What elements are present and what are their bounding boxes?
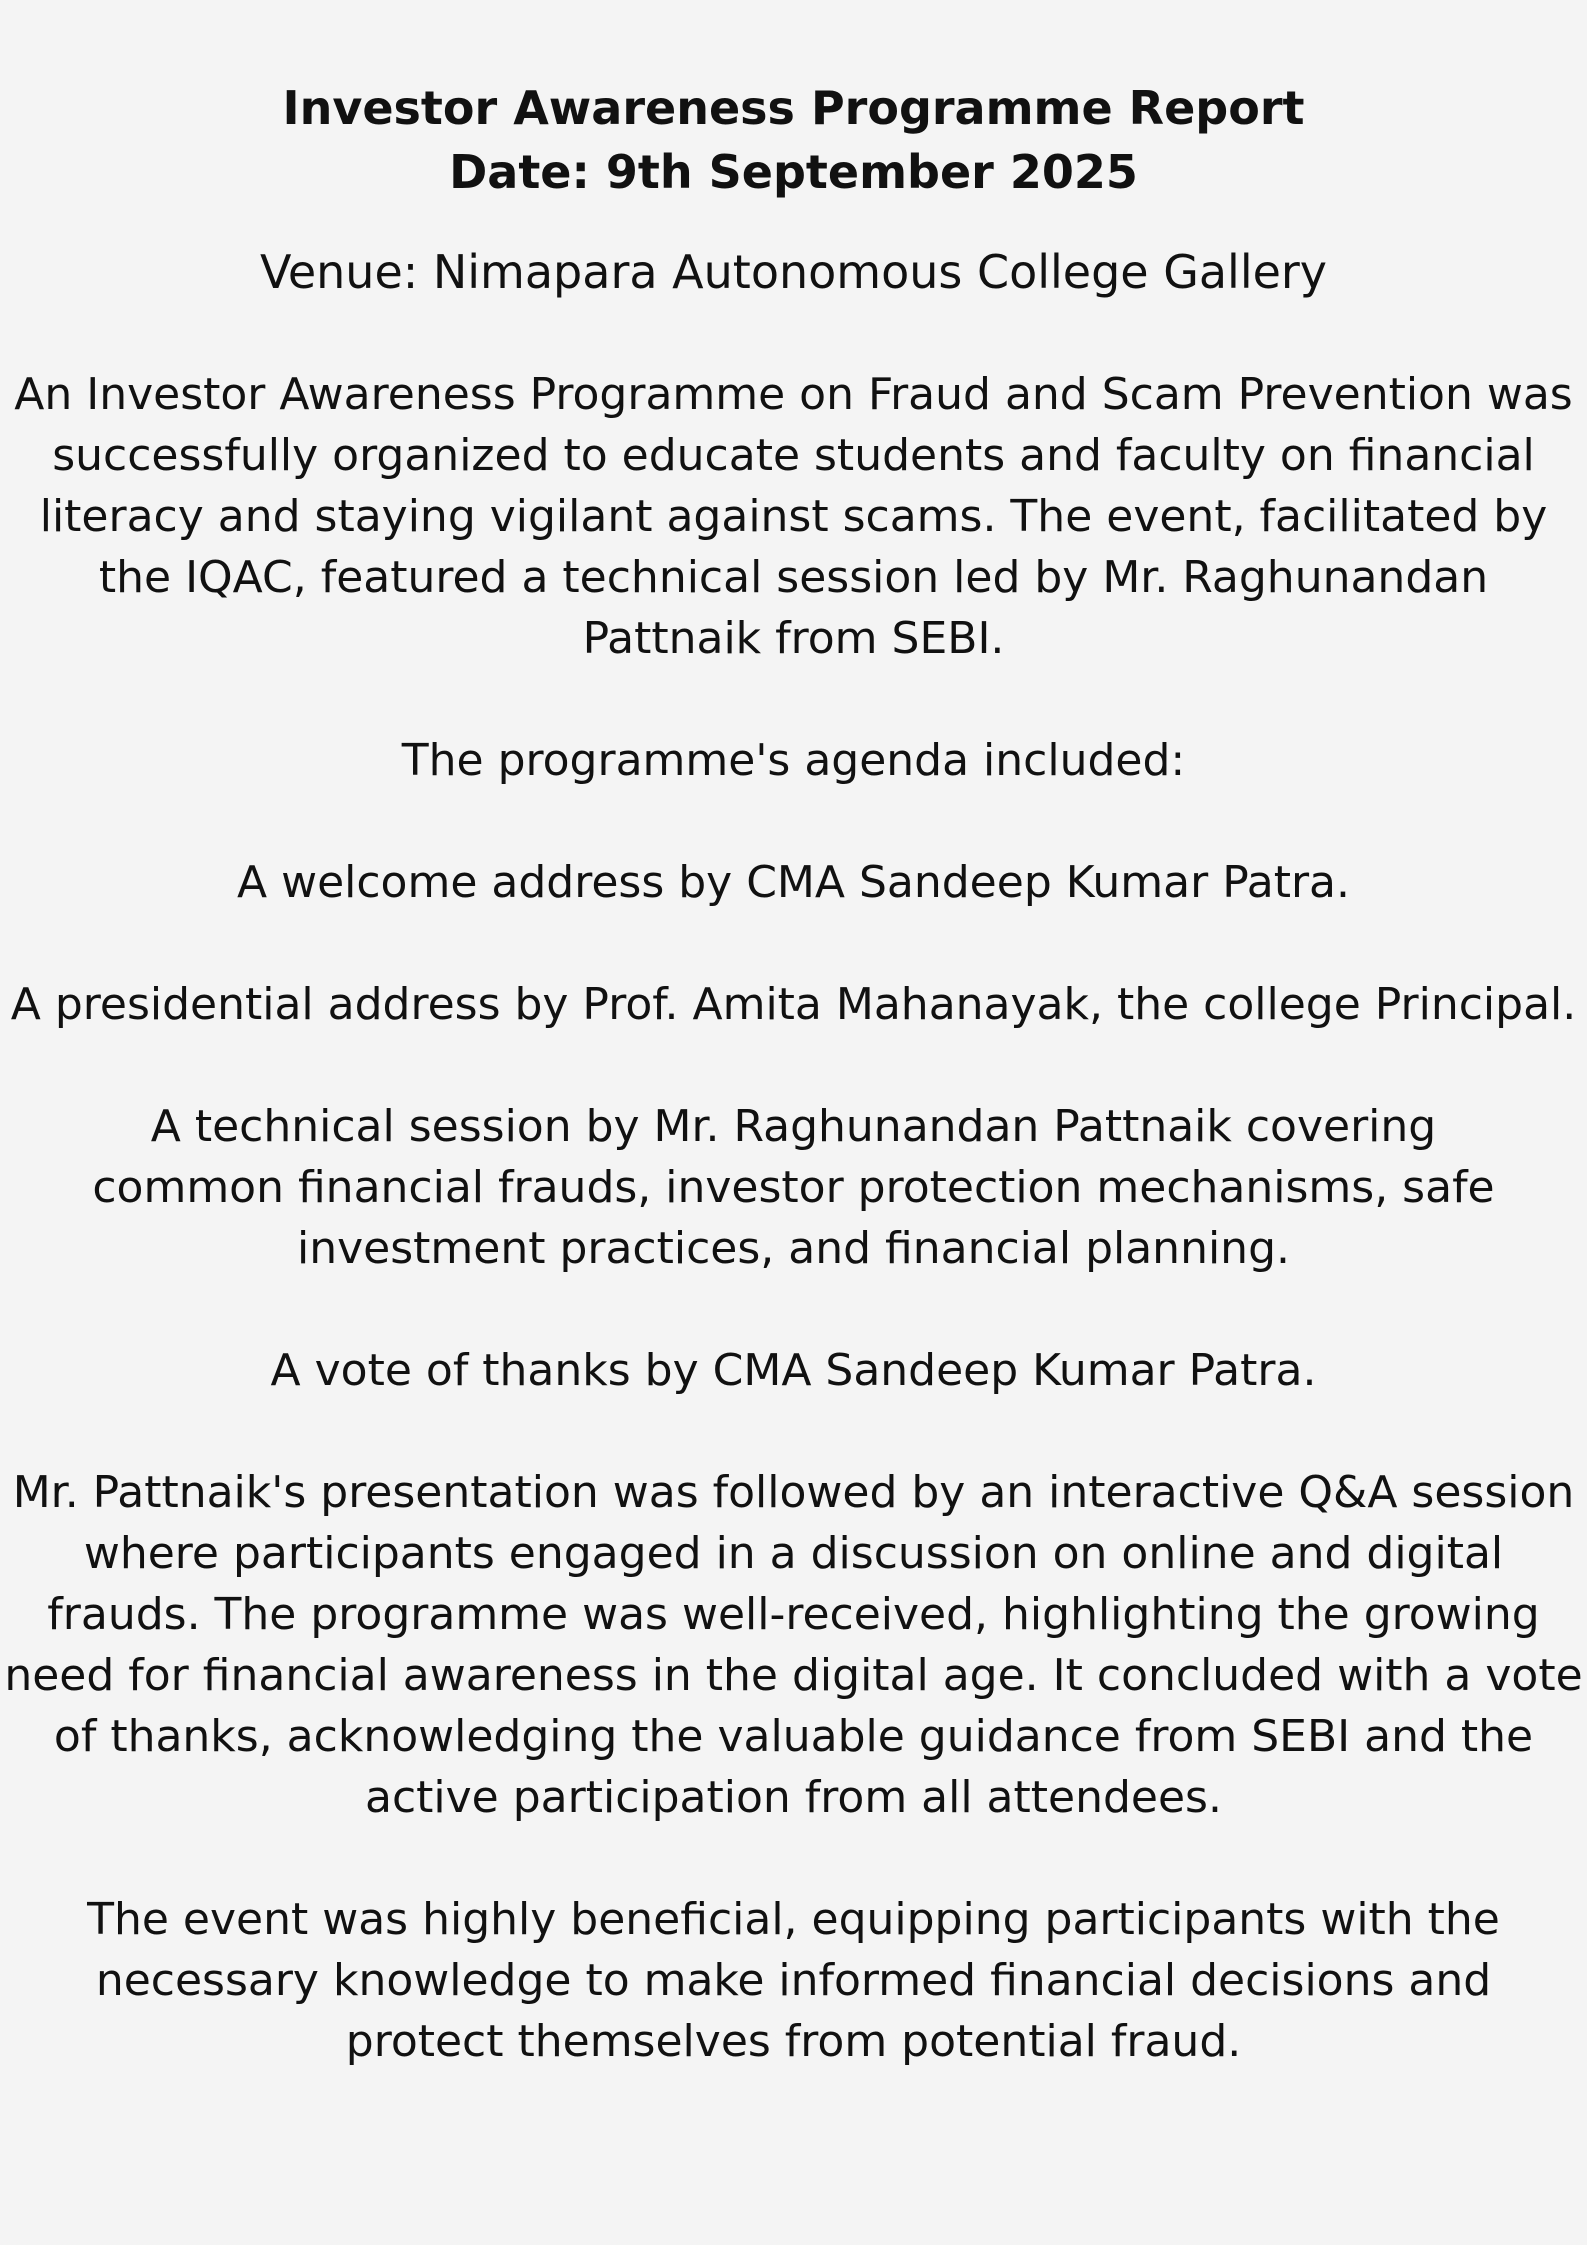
agenda-item-technical: A technical session by Mr. Raghunandan Pattnaik covering common financial frauds, investor protection mechanisms, safe investment practices, and financial planning. (92, 1101, 1495, 1274)
agenda-item-presidential: A presidential address by Prof. Amita Mahanayak, the college Principal. (10, 979, 1577, 1030)
agenda-item-welcome: A welcome address by CMA Sandeep Kumar Patra. (237, 857, 1350, 908)
report-date: Date: 9th September 2025 (449, 145, 1138, 199)
agenda-heading: The programme's agenda included: (401, 735, 1186, 786)
conclusion-paragraph: The event was highly beneficial, equipping participants with the necessary knowledge to make informed financial decisions and protect themselves from potential fraud. (87, 1894, 1500, 2067)
venue-line: Venue: Nimapara Autonomous College Gallery (259, 245, 1328, 299)
report-body (4, 242, 1584, 2072)
intro-paragraph: An Investor Awareness Programme on Fraud and Scam Prevention was successfully organized to educate students and faculty on financial literacy and staying vigilant against scams. The event, facilitated by the IQAC, featured a technical session led by Mr. Raghunandan Pattnaik from SEBI. (14, 369, 1573, 664)
summary-paragraph: Mr. Pattnaik's presentation was followed by an interactive Q&A session where participants engaged in a discussion on online and digital frauds. The programme was well-received, highlighting the growing need for financial awareness in the digital age. It concluded with a vote of thanks, acknowledging the valuable guidance from SEBI and the active participation from all attendees. (4, 1467, 1583, 1823)
agenda-item-thanks: A vote of thanks by CMA Sandeep Kumar Patra. (270, 1345, 1317, 1396)
report-title: Investor Awareness Programme Report (282, 81, 1305, 135)
